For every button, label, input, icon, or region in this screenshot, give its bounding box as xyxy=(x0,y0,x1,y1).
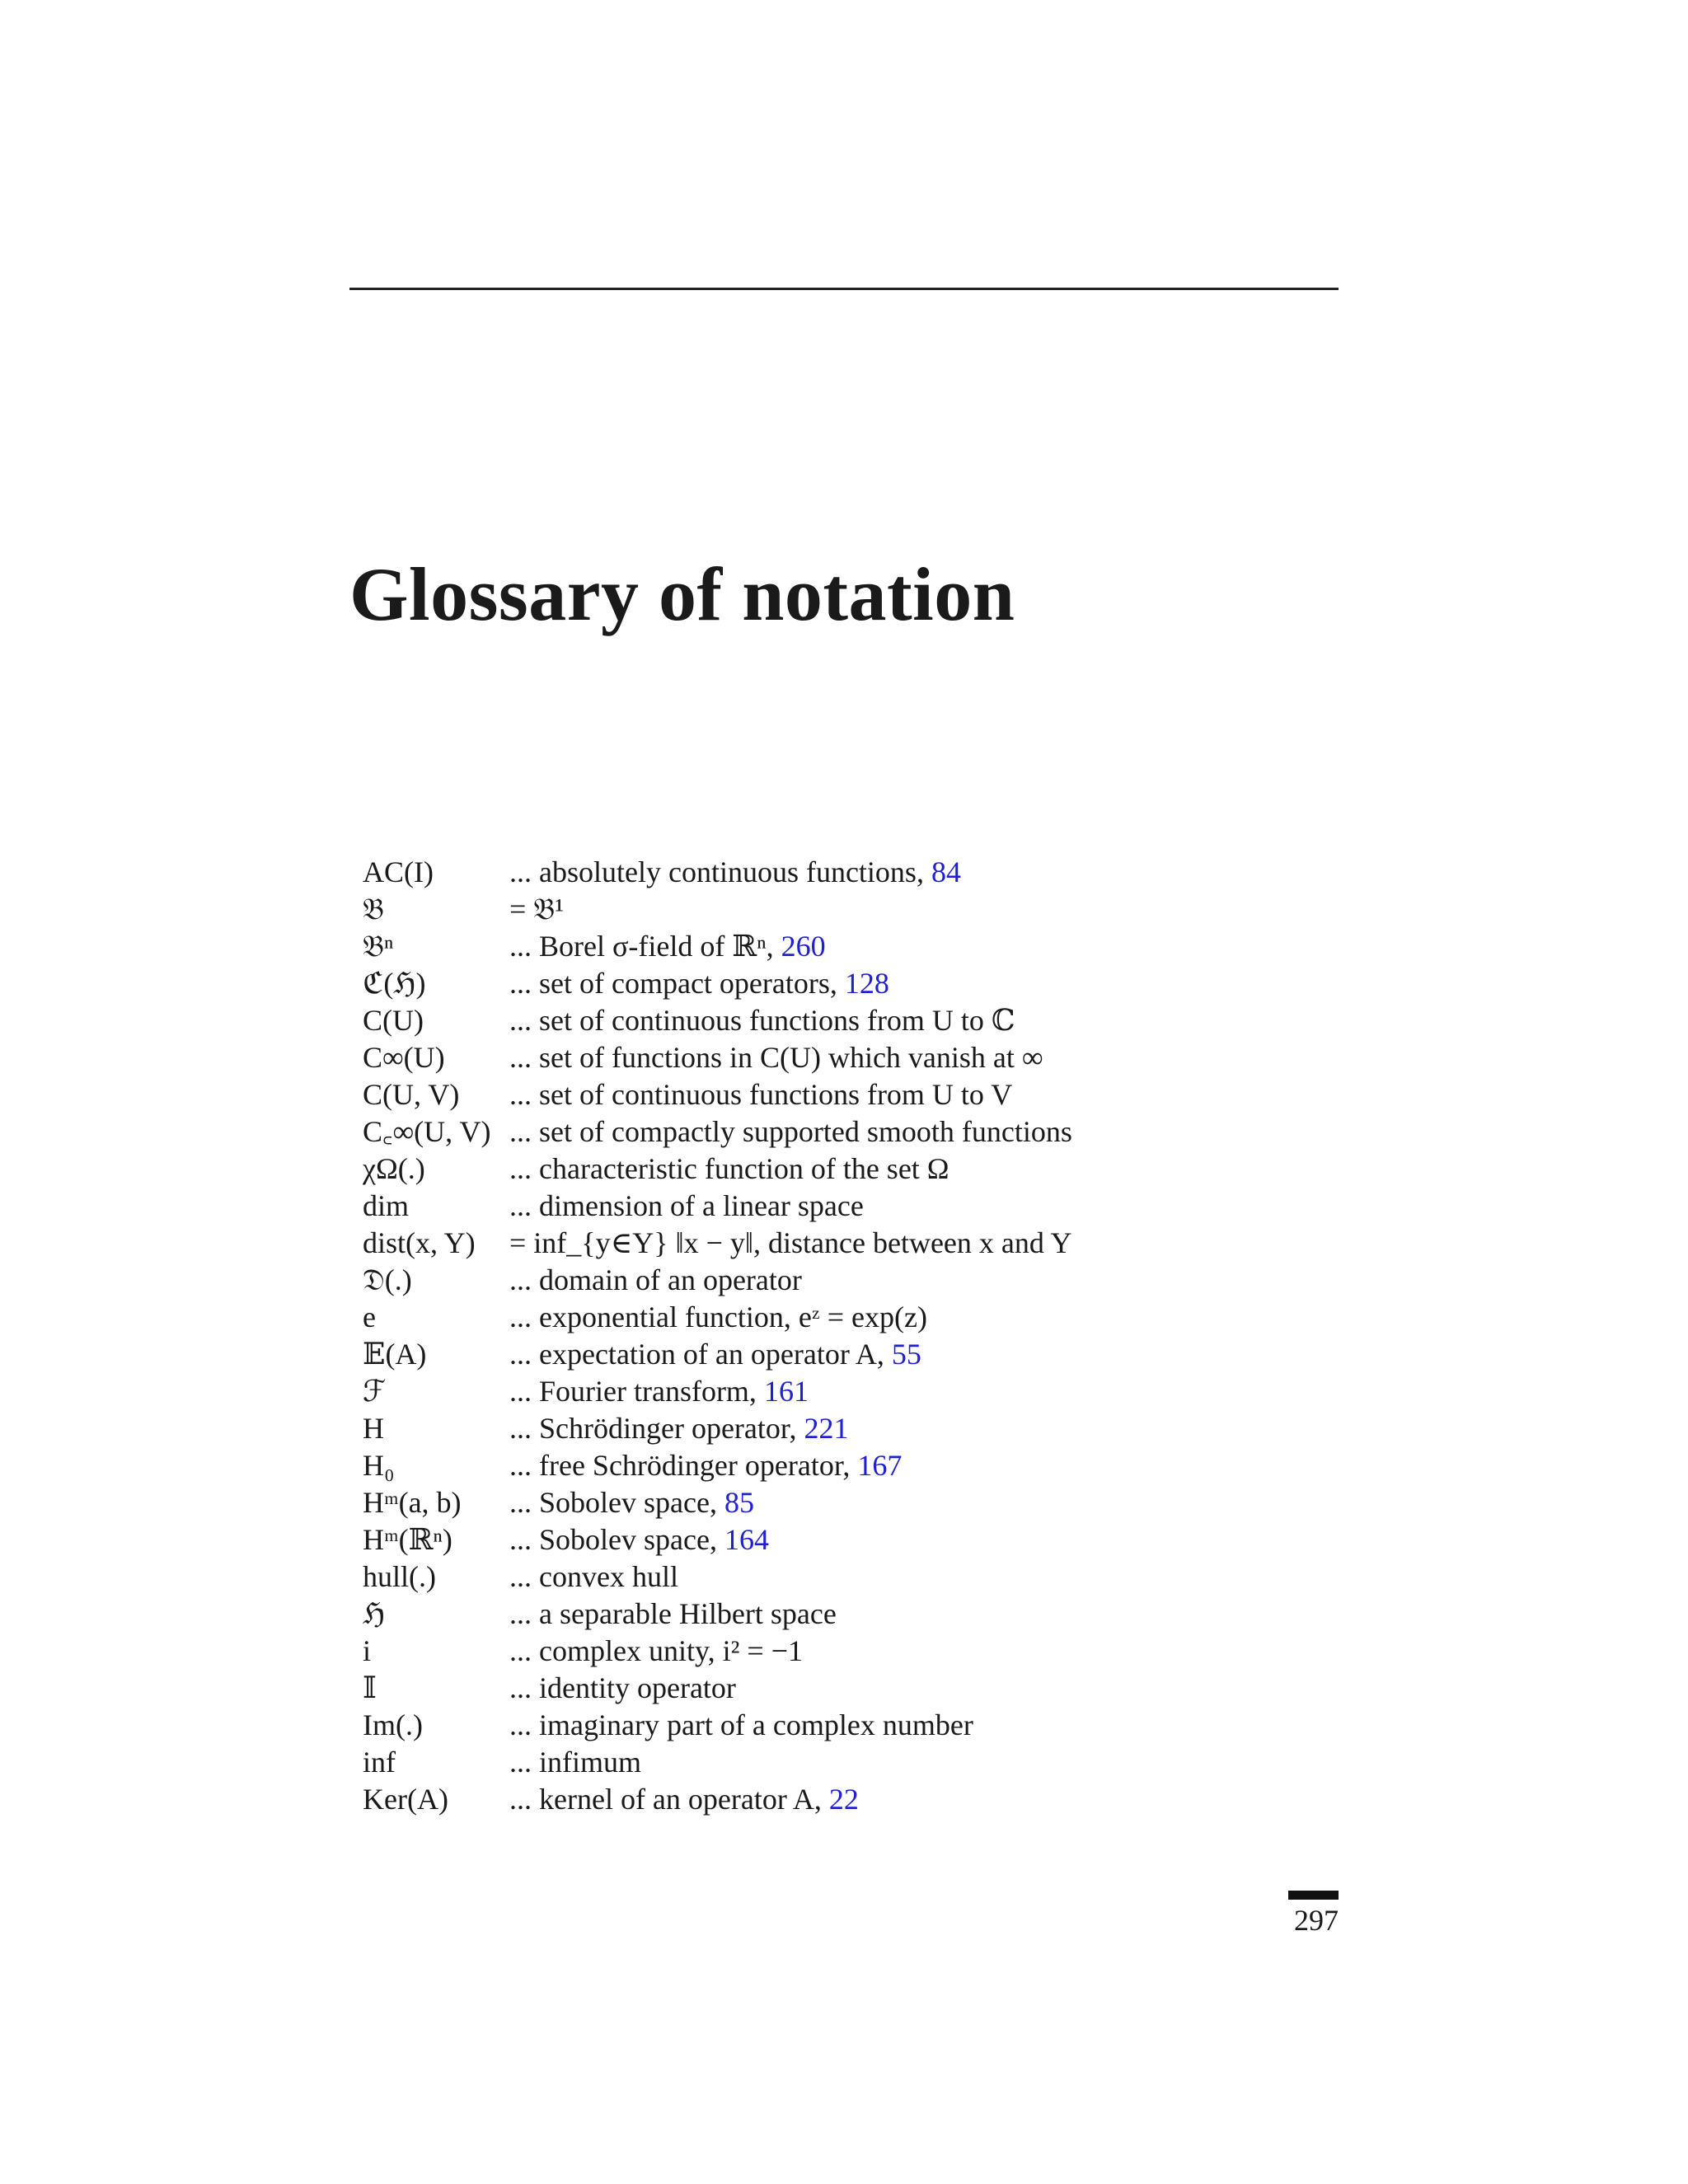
entry-description xyxy=(509,1336,1339,1373)
entry-text: ... set of functions in C(U) which vanish at ∞ xyxy=(509,1041,1043,1074)
glossary-entry xyxy=(363,928,1339,965)
page-link[interactable]: 85 xyxy=(724,1486,754,1519)
glossary-entry xyxy=(363,1521,1339,1558)
entry-text: ... exponential function, eᶻ = exp(z) xyxy=(509,1301,927,1333)
glossary-entry xyxy=(363,1410,1339,1447)
entry-description xyxy=(509,1633,1339,1670)
entry-text: ... absolutely continuous functions, xyxy=(509,855,931,888)
glossary-entry xyxy=(363,1113,1339,1151)
entry-text: ... convex hull xyxy=(509,1560,678,1593)
entry-text: ... Sobolev space, xyxy=(509,1486,724,1519)
entry-text: ... set of compactly supported smooth functions xyxy=(509,1115,1072,1148)
glossary-entry xyxy=(363,1707,1339,1744)
page-link[interactable]: 128 xyxy=(844,967,889,1000)
entry-text: ... a separable Hilbert space xyxy=(509,1597,837,1630)
entry-text: ... complex unity, i² = −1 xyxy=(509,1634,804,1667)
entry-description xyxy=(509,1744,1339,1781)
entry-description xyxy=(509,928,1339,965)
entry-symbol: dim xyxy=(363,1189,410,1222)
entry-description xyxy=(509,1484,1339,1521)
entry-description xyxy=(509,1781,1339,1818)
entry-description xyxy=(509,1113,1339,1151)
entry-description xyxy=(509,1225,1339,1262)
entry-description xyxy=(509,1707,1339,1744)
page-link[interactable]: 221 xyxy=(804,1412,849,1445)
entry-symbol: ℌ xyxy=(363,1597,386,1630)
entry-description xyxy=(509,1002,1339,1039)
page-link[interactable]: 260 xyxy=(781,930,826,963)
glossary-entry xyxy=(363,1188,1339,1225)
entry-symbol: C(U, V) xyxy=(363,1078,460,1111)
glossary-entry xyxy=(363,1633,1339,1670)
glossary-entry xyxy=(363,1781,1339,1818)
entry-text: ... Fourier transform, xyxy=(509,1375,764,1408)
glossary-entry xyxy=(363,1225,1339,1262)
entry-description xyxy=(509,1373,1339,1410)
entry-symbol: Hᵐ(ℝⁿ) xyxy=(363,1523,452,1556)
entry-text: ... Schrödinger operator, xyxy=(509,1412,804,1445)
glossary-entry xyxy=(363,854,1339,891)
glossary-entry xyxy=(363,1484,1339,1521)
glossary-entry xyxy=(363,1373,1339,1410)
glossary-entry xyxy=(363,1039,1339,1076)
entry-symbol: H xyxy=(363,1412,384,1445)
entry-symbol: dist(x, Y) xyxy=(363,1226,476,1259)
entry-text: ... characteristic function of the set Ω xyxy=(509,1152,950,1185)
entry-text: ... imaginary part of a complex number xyxy=(509,1708,973,1741)
entry-description xyxy=(509,1076,1339,1113)
entry-text: = inf_{y∈Y} ‖x − y‖, distance between x and Y xyxy=(509,1226,1072,1259)
glossary-entry xyxy=(363,965,1339,1002)
entry-symbol: AC(I) xyxy=(363,855,434,888)
glossary-entry xyxy=(363,1002,1339,1039)
glossary-entry xyxy=(363,1336,1339,1373)
glossary-entry xyxy=(363,1447,1339,1484)
entry-description xyxy=(509,1410,1339,1447)
glossary-entry xyxy=(363,1670,1339,1707)
glossary-entry xyxy=(363,891,1339,928)
entry-symbol: e xyxy=(363,1301,376,1333)
page-link[interactable]: 161 xyxy=(763,1375,809,1408)
glossary-entry xyxy=(363,1299,1339,1336)
entry-text: ... kernel of an operator A, xyxy=(509,1783,829,1816)
page-link[interactable]: 167 xyxy=(857,1449,903,1482)
entry-symbol: H₀ xyxy=(363,1449,395,1482)
glossary-entry xyxy=(363,1596,1339,1633)
entry-symbol: χΩ(.) xyxy=(363,1152,425,1185)
glossary-list xyxy=(363,854,1339,1818)
glossary-entry xyxy=(363,1076,1339,1113)
entry-symbol: 𝔅ⁿ xyxy=(363,930,394,963)
entry-symbol: Ker(A) xyxy=(363,1783,448,1816)
entry-text: ... set of compact operators, xyxy=(509,967,845,1000)
glossary-entry xyxy=(363,1558,1339,1596)
entry-symbol: 𝔅 xyxy=(363,893,384,926)
entry-text: = 𝔅¹ xyxy=(509,893,565,926)
entry-text: ... Borel σ-field of ℝⁿ, xyxy=(509,930,781,963)
entry-symbol: C∞(U) xyxy=(363,1041,445,1074)
entry-description xyxy=(509,965,1339,1002)
entry-symbol: inf xyxy=(363,1746,396,1779)
entry-symbol: Hᵐ(a, b) xyxy=(363,1486,462,1519)
entry-symbol: ℭ(ℌ) xyxy=(363,967,426,1000)
entry-text: ... Sobolev space, xyxy=(509,1523,724,1556)
glossary-entry xyxy=(363,1744,1339,1781)
entry-symbol: 𝔇(.) xyxy=(363,1263,412,1296)
entry-symbol: 𝕀 xyxy=(363,1671,377,1704)
page-link[interactable]: 84 xyxy=(931,855,961,888)
page-link[interactable]: 22 xyxy=(828,1783,859,1816)
glossary-entry xyxy=(363,1262,1339,1299)
entry-description xyxy=(509,1299,1339,1336)
entry-description xyxy=(509,1670,1339,1707)
chapter-title: Glossary of notation xyxy=(349,552,1015,636)
entry-description xyxy=(509,1188,1339,1225)
page-link[interactable]: 164 xyxy=(724,1523,769,1556)
entry-text: ... identity operator xyxy=(509,1671,736,1704)
entry-description xyxy=(509,1447,1339,1484)
entry-description xyxy=(509,1262,1339,1299)
entry-symbol: C(U) xyxy=(363,1004,424,1037)
entry-text: ... set of continuous functions from U to V xyxy=(509,1078,1013,1111)
entry-text: ... dimension of a linear space xyxy=(509,1189,864,1222)
entry-description xyxy=(509,891,1339,928)
entry-description xyxy=(509,1039,1339,1076)
glossary-entry xyxy=(363,1151,1339,1188)
entry-text: ... domain of an operator xyxy=(509,1263,802,1296)
entry-description xyxy=(509,1596,1339,1633)
entry-description xyxy=(509,1558,1339,1596)
entry-description xyxy=(509,1521,1339,1558)
entry-text: ... expectation of an operator A, xyxy=(509,1338,892,1371)
entry-symbol: hull(.) xyxy=(363,1560,436,1593)
entry-description xyxy=(509,1151,1339,1188)
page-link[interactable]: 55 xyxy=(891,1338,921,1371)
page-number: 297 xyxy=(1294,1904,1339,1937)
entry-text: ... set of continuous functions from U to ℂ xyxy=(509,1004,1015,1037)
entry-symbol: 𝔼(A) xyxy=(363,1338,427,1371)
entry-description xyxy=(509,854,1339,891)
entry-symbol: ℱ xyxy=(363,1375,387,1408)
page-thumb-bar xyxy=(1288,1891,1339,1900)
entry-symbol: i xyxy=(363,1634,372,1667)
entry-text: ... infimum xyxy=(509,1746,641,1779)
entry-symbol: C꜀∞(U, V) xyxy=(363,1115,491,1148)
entry-text: ... free Schrödinger operator, xyxy=(509,1449,858,1482)
header-rule xyxy=(349,288,1339,290)
entry-symbol: Im(.) xyxy=(363,1708,423,1741)
